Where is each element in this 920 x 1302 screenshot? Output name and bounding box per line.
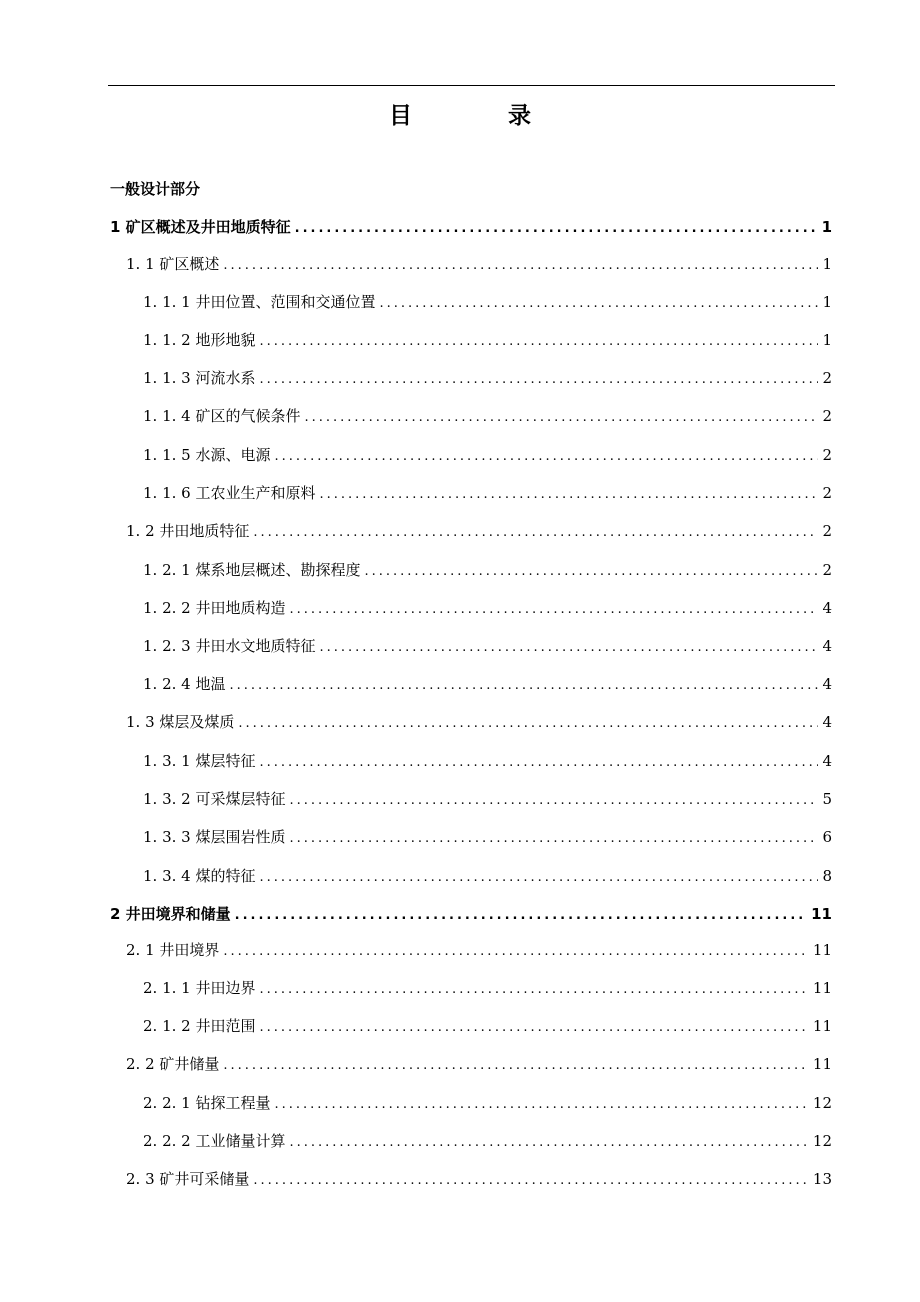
toc-dot-leader <box>364 561 818 583</box>
toc-page-number: 1 <box>822 255 832 273</box>
toc-dot-leader <box>319 484 818 506</box>
toc-entry-label: 2. 3 矿井可采储量 <box>126 1170 250 1188</box>
toc-entry-label: 1. 3. 2 可采煤层特征 <box>143 790 286 808</box>
toc-dot-leader <box>379 293 818 315</box>
toc-page-number: 11 <box>812 1055 832 1073</box>
toc-entry[interactable] <box>143 673 832 697</box>
toc-entry-label: 1. 3. 4 煤的特征 <box>143 867 256 885</box>
toc-page-number: 11 <box>812 1017 832 1035</box>
toc-dot-leader <box>259 1017 808 1039</box>
toc-entry[interactable] <box>143 1015 832 1039</box>
toc-entry-label: 2. 2. 2 工业储量计算 <box>143 1132 286 1150</box>
toc-entry-label: 2. 2 矿井储量 <box>126 1055 220 1073</box>
toc-entry[interactable] <box>143 635 832 659</box>
toc-page-number: 11 <box>812 979 832 997</box>
toc-entry-label: 1. 2. 4 地温 <box>143 675 226 693</box>
toc-entry-label: 2 井田境界和储量 <box>110 905 231 923</box>
toc-entry[interactable] <box>143 865 832 889</box>
toc-dot-leader <box>223 1055 809 1077</box>
toc-entry[interactable] <box>126 1168 832 1192</box>
toc-entry[interactable] <box>143 367 832 391</box>
toc-dot-leader <box>289 1132 808 1154</box>
toc-page-number: 6 <box>822 828 832 846</box>
toc-dot-leader <box>259 369 818 391</box>
toc-dot-leader <box>289 828 818 850</box>
toc-dot-leader <box>319 637 818 659</box>
toc-dot-leader <box>289 790 818 812</box>
toc-entry-label: 1. 1. 5 水源、电源 <box>143 446 271 464</box>
toc-page-number: 4 <box>822 675 832 693</box>
toc-page-number: 1 <box>822 331 832 349</box>
toc-entry[interactable] <box>126 253 832 277</box>
toc-dot-leader <box>223 941 809 963</box>
toc-entry[interactable] <box>143 750 832 774</box>
toc-dot-leader <box>229 675 818 697</box>
toc-page-number: 4 <box>822 637 832 655</box>
section-label: 一般设计部分 <box>110 180 201 198</box>
toc-page-number: 5 <box>822 790 832 808</box>
toc-entry-label: 2. 1 井田境界 <box>126 941 220 959</box>
toc-entry-label: 1. 1. 1 井田位置、范围和交通位置 <box>143 293 376 311</box>
toc-entry-label: 1 矿区概述及井田地质特征 <box>110 218 291 236</box>
toc-page-number: 4 <box>822 752 832 770</box>
toc-dot-leader <box>259 867 818 889</box>
toc-entry-label: 1. 2 井田地质特征 <box>126 522 250 540</box>
toc-entry[interactable] <box>143 788 832 812</box>
toc-page-number: 2 <box>822 369 832 387</box>
toc-entry-label: 1. 2. 3 井田水文地质特征 <box>143 637 316 655</box>
toc-page-number: 11 <box>812 941 832 959</box>
toc-entry[interactable] <box>143 597 832 621</box>
toc-page-number: 2 <box>822 522 832 540</box>
toc-page-number: 1 <box>822 293 832 311</box>
toc-entry[interactable] <box>143 826 832 850</box>
toc-entry[interactable] <box>143 1092 832 1116</box>
toc-entry[interactable] <box>143 405 832 429</box>
page-title: 目 录 <box>388 103 575 129</box>
toc-entry-label: 1. 1 矿区概述 <box>126 255 220 273</box>
toc-dot-leader <box>235 905 807 927</box>
toc-page-number: 12 <box>812 1132 832 1150</box>
toc-entry[interactable] <box>143 329 832 353</box>
toc-dot-leader <box>259 752 818 774</box>
toc-entry-label: 1. 3. 3 煤层围岩性质 <box>143 828 286 846</box>
toc-entry-label: 2. 2. 1 钻探工程量 <box>143 1094 271 1112</box>
toc-page-number: 2 <box>822 446 832 464</box>
toc-page-number: 2 <box>822 561 832 579</box>
toc-entry[interactable] <box>126 520 832 544</box>
toc-entry[interactable] <box>126 1053 832 1077</box>
toc-entry[interactable] <box>143 1130 832 1154</box>
toc-page-number: 4 <box>822 599 832 617</box>
toc-dot-leader <box>223 255 818 277</box>
toc-entry-label: 1. 2. 2 井田地质构造 <box>143 599 286 617</box>
toc-entry[interactable] <box>143 291 832 315</box>
toc-entry[interactable] <box>110 903 832 927</box>
toc-entry-label: 1. 1. 2 地形地貌 <box>143 331 256 349</box>
toc-entry-label: 1. 1. 3 河流水系 <box>143 369 256 387</box>
toc-entry-label: 1. 1. 4 矿区的气候条件 <box>143 407 301 425</box>
toc-page-number: 1 <box>821 218 832 236</box>
toc-page-number: 12 <box>812 1094 832 1112</box>
toc-entry-label: 2. 1. 1 井田边界 <box>143 979 256 997</box>
toc-dot-leader <box>274 446 818 468</box>
toc-entry-label: 1. 3 煤层及煤质 <box>126 713 235 731</box>
toc-dot-leader <box>259 331 818 353</box>
toc-dot-leader <box>253 1170 809 1192</box>
toc-dot-leader <box>304 407 818 429</box>
toc-page-number: 8 <box>822 867 832 885</box>
toc-dot-leader <box>289 599 818 621</box>
toc-page-number: 11 <box>811 905 832 923</box>
toc-page-number: 4 <box>822 713 832 731</box>
toc-entry[interactable] <box>143 559 832 583</box>
toc-entry[interactable] <box>143 444 832 468</box>
toc-entry-label: 1. 2. 1 煤系地层概述、勘探程度 <box>143 561 361 579</box>
toc-entry[interactable] <box>143 977 832 1001</box>
toc-entry[interactable] <box>143 482 832 506</box>
toc-entry-label: 1. 1. 6 工农业生产和原料 <box>143 484 316 502</box>
toc-dot-leader <box>253 522 818 544</box>
toc-dot-leader <box>274 1094 808 1116</box>
toc-entry[interactable] <box>126 711 832 735</box>
toc-entry[interactable] <box>126 939 832 963</box>
toc-page-number: 13 <box>812 1170 832 1188</box>
toc-dot-leader <box>259 979 808 1001</box>
toc-page-number: 2 <box>822 484 832 502</box>
toc-dot-leader <box>238 713 818 735</box>
toc-entry-label: 1. 3. 1 煤层特征 <box>143 752 256 770</box>
toc-entry-label: 2. 1. 2 井田范围 <box>143 1017 256 1035</box>
toc-entry[interactable] <box>110 216 832 240</box>
toc-page-number: 2 <box>822 407 832 425</box>
toc-dot-leader <box>295 218 818 240</box>
